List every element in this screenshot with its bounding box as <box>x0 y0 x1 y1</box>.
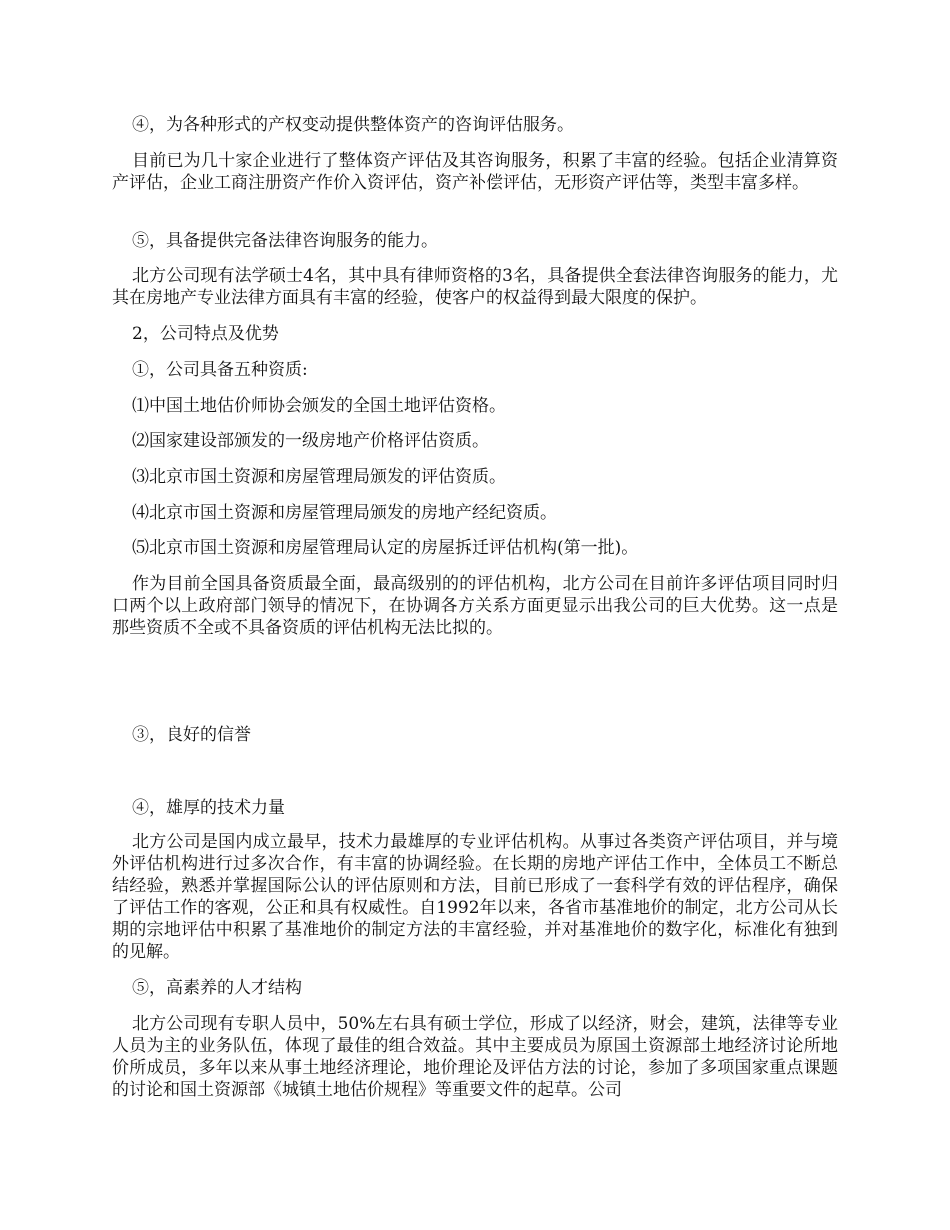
list-item-five-qualifications: ①，公司具备五种资质: <box>132 360 308 380</box>
qualification-item-5: ⑸北京市国土资源和房屋管理局认定的房屋拆迁评估机构(第一批)。 <box>132 538 639 558</box>
list-item-legal-service: ⑤，具备提供完备法律咨询服务的能力。 <box>132 231 438 251</box>
list-item-talent-structure: ⑤，高素养的人才结构 <box>132 978 302 998</box>
list-item-technical-strength: ④，雄厚的技术力量 <box>132 798 285 818</box>
qualification-item-3: ⑶北京市国土资源和房屋管理局颁发的评估资质。 <box>132 467 506 487</box>
paragraph-technical-strength: 北方公司是国内成立最早，技术力最雄厚的专业评估机构。从事过各类资产评估项目，并与境外评估机构进行过多次合作，有丰富的协调经验。在长期的房地产评估工作中，全体员工不断总结经验，熟悉并掌握国际公认的评估原则和方法，目前已形成了一套科学有效的评估程序，确保了评估工作的客观，公正和具有权威性。自1992年以来，各省市基准地价的制定，北方公司从长期的宗地评估中积累了基准地价的制定方法的丰富经验，并对基准地价的数字化，标准化有独到的见解。 <box>112 832 838 962</box>
qualification-item-2: ⑵国家建设部颁发的一级房地产价格评估资质。 <box>132 431 489 451</box>
paragraph-asset-evaluation-experience: 目前已为几十家企业进行了整体资产评估及其咨询服务，积累了丰富的经验。包括企业清算资产评估，企业工商注册资产作价入资评估，资产补偿评估，无形资产评估等，类型丰富多样。 <box>112 151 838 193</box>
qualification-item-4: ⑷北京市国土资源和房屋管理局颁发的房地产经纪资质。 <box>132 503 557 523</box>
list-item-good-reputation: ③，良好的信誉 <box>132 725 251 745</box>
paragraph-legal-staff: 北方公司现有法学硕士4名，其中具有律师资格的3名，具备提供全套法律咨询服务的能力，尤其在房地产专业法律方面具有丰富的经验，使客户的权益得到最大限度的保护。 <box>112 266 838 308</box>
paragraph-qualification-advantage: 作为目前全国具备资质最全面，最高级别的的评估机构，北方公司在目前许多评估项目同时归口两个以上政府部门领导的情况下，在协调各方关系方面更显示出我公司的巨大优势。这一点是那些资质不全或不具备资质的评估机构无法比拟的。 <box>112 574 838 638</box>
paragraph-talent-structure: 北方公司现有专职人员中，50%左右具有硕士学位，形成了以经济，财会，建筑，法律等专业人员为主的业务队伍，体现了最佳的组合效益。其中主要成员为原国土资源部土地经济讨论所地价所成员，多年以来从事土地经济理论，地价理论及评估方法的讨论，参加了多项国家重点课题的讨论和国土资源部《城镇土地估价规程》等重要文件的起草。公司 <box>112 1014 838 1100</box>
list-item-consulting-service: ④，为各种形式的产权变动提供整体资产的咨询评估服务。 <box>132 115 574 135</box>
qualification-item-1: ⑴中国土地估价师协会颁发的全国土地评估资格。 <box>132 396 506 416</box>
section-heading-company-features: 2，公司特点及优势 <box>132 324 279 344</box>
